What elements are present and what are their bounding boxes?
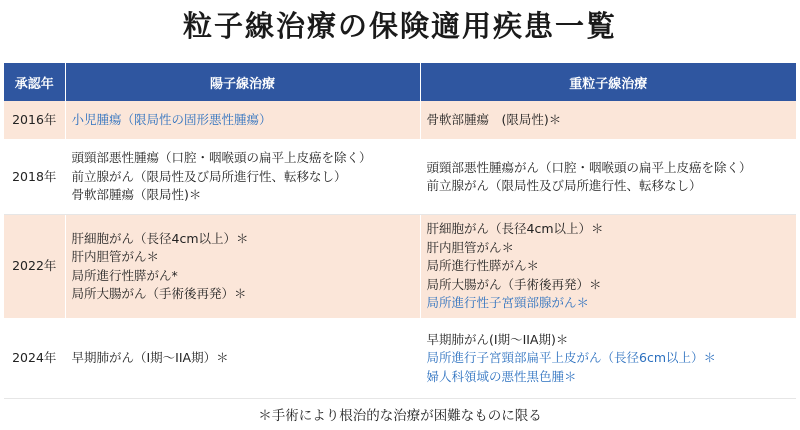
table-row — [4, 101, 796, 140]
disease-item: 局所進行性膵がん＊ — [426, 258, 540, 274]
disease-item: 前立腺がん（限局性及び局所進行性、転移なし） — [426, 178, 702, 193]
disease-item: 局所進行子宮頸部扁平上皮がん（長径6cm以上）＊ — [426, 350, 717, 366]
disease-item: 骨軟部腫瘍（限局性)＊ — [71, 187, 202, 203]
year-cell: 2024年 — [4, 319, 65, 399]
coverage-table — [4, 63, 796, 399]
disease-item: 早期肺がん(I期〜IIA期)＊ — [426, 331, 569, 347]
disease-item: 局所進行性膵がん* — [71, 267, 178, 283]
heavy-ion-cell — [420, 215, 796, 319]
header-proton-therapy: 陽子線治療 — [65, 63, 420, 101]
disease-item: 前立腺がん（限局性及び局所進行性、転移なし） — [71, 168, 347, 184]
disease-item: 頭頸部悪性腫瘍（口腔・咽喉頭の扁平上皮癌を除く） — [71, 150, 372, 166]
disease-item: 肝細胞がん（長径4cm以上）＊ — [426, 221, 604, 237]
disease-item: 小児腫瘍（限局性の固形悪性腫瘍） — [71, 111, 272, 127]
proton-cell — [65, 319, 420, 399]
header-heavy-ion-therapy: 重粒子線治療 — [420, 63, 796, 101]
disease-item: 局所進行性子宮頸部腺がん＊ — [426, 295, 590, 311]
disease-item: 頭頸部悪性腫瘍がん（口腔・咽喉頭の扁平上皮癌を除く） — [426, 159, 752, 175]
year-cell: 2022年 — [4, 215, 65, 319]
proton-cell — [65, 101, 420, 140]
table-row — [4, 215, 796, 319]
disease-item: 肝内胆管がん＊ — [426, 239, 515, 255]
page-title: 粒子線治療の保険適用疾患一覧 — [182, 9, 617, 43]
heavy-ion-cell — [420, 319, 796, 399]
header-year: 承認年 — [4, 63, 65, 101]
year-cell: 2018年 — [4, 140, 65, 215]
year-cell: 2016年 — [4, 101, 65, 140]
proton-cell — [65, 215, 420, 319]
disease-item: 早期肺がん（I期〜IIA期）＊ — [71, 350, 229, 366]
table-header-row — [4, 63, 796, 101]
heavy-ion-cell — [420, 140, 796, 215]
proton-cell — [65, 140, 420, 215]
heavy-ion-cell — [420, 101, 796, 140]
footnote: ＊手術により根治的な治療が困難なものに限る — [258, 408, 542, 424]
table-row — [4, 319, 796, 399]
disease-item: 局所大腸がん（手術後再発）＊ — [426, 276, 602, 292]
disease-item: 肝細胞がん（長径4cm以上）＊ — [71, 230, 249, 246]
disease-item: 骨軟部腫瘍 (限局性)＊ — [426, 111, 562, 127]
disease-item: 肝内胆管がん＊ — [71, 249, 160, 264]
disease-item: 婦人科領域の悪性黒色腫＊ — [426, 368, 577, 384]
table-row — [4, 140, 796, 215]
disease-item: 局所大腸がん（手術後再発）＊ — [71, 286, 247, 301]
